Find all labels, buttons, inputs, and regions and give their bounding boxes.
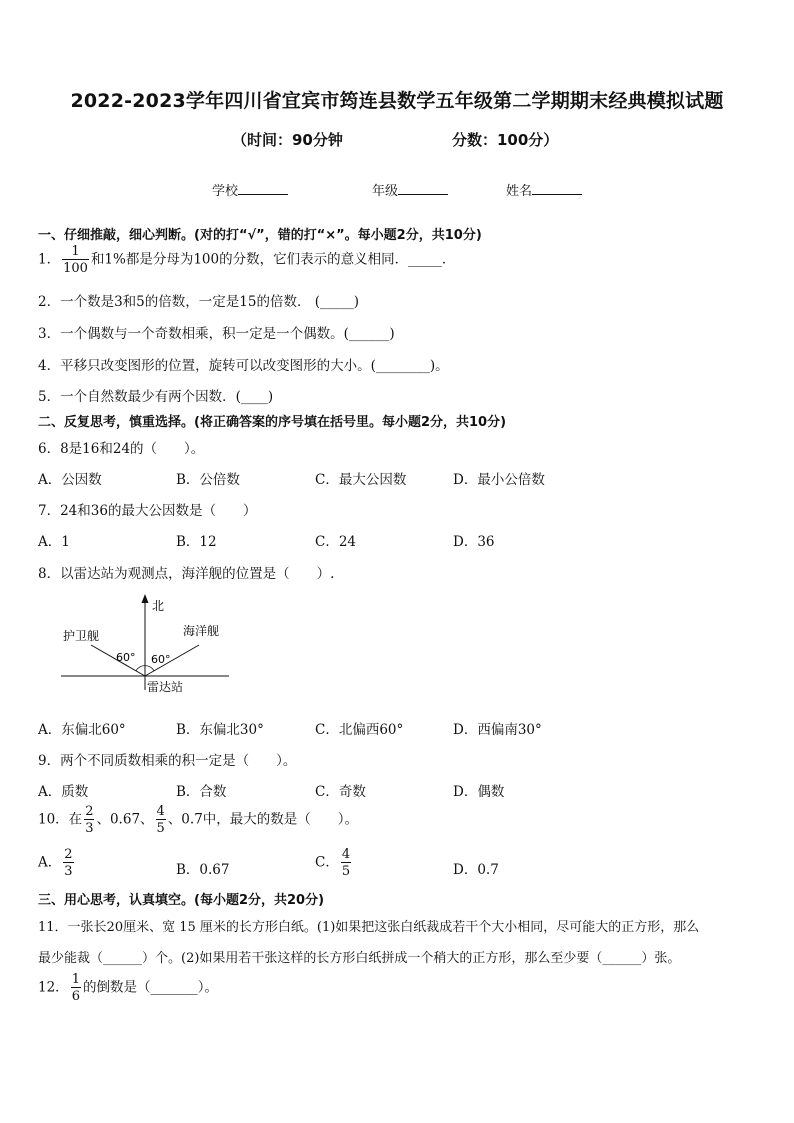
school-label: 学校 bbox=[212, 184, 239, 199]
section-2-heading: 二、反复思考，慎重选择。(将正确答案的序号填在括号里。每小题2分，共10分) bbox=[38, 415, 507, 430]
radar-station-label: 雷达站 bbox=[147, 680, 184, 694]
north-arrow-icon bbox=[142, 594, 149, 603]
question-6: 6．8是16和24的（ ）。 bbox=[38, 441, 205, 457]
question-3: 3．一个偶数与一个奇数相乘，积一定是一个偶数。(______) bbox=[38, 326, 395, 342]
q6-option-c[interactable]: C．最大公因数 bbox=[315, 472, 407, 488]
angle-left-label: 60° bbox=[116, 651, 136, 664]
q9-option-c[interactable]: C．奇数 bbox=[315, 784, 366, 800]
question-1-number: 1． bbox=[38, 251, 61, 268]
question-1 bbox=[38, 245, 455, 275]
q10-option-d[interactable]: D．0.7 bbox=[453, 862, 499, 878]
question-12-number: 12． bbox=[38, 979, 69, 996]
question-7: 7．24和36的最大公因数是（ ） bbox=[38, 503, 257, 519]
name-field bbox=[506, 180, 582, 199]
question-5: 5．一个自然数最少有两个因数．(____) bbox=[38, 389, 274, 405]
question-8: 8．以雷达站为观测点，海洋舰的位置是（ ）. bbox=[38, 566, 335, 582]
north-label: 北 bbox=[152, 599, 165, 613]
q6-option-a[interactable]: A．公因数 bbox=[38, 472, 102, 488]
fraction-4-5: $\frac{4}{5}$ bbox=[156, 804, 165, 836]
fraction-1-100: $\frac{1}{100}$ bbox=[63, 244, 88, 276]
question-12 bbox=[38, 973, 218, 1003]
school-blank[interactable] bbox=[238, 180, 288, 195]
question-4: 4．平移只改变图形的位置，旋转可以改变图形的大小。(________)。 bbox=[38, 358, 449, 374]
q7-option-c[interactable]: C．24 bbox=[315, 534, 357, 550]
q10-option-b[interactable]: B．0.67 bbox=[176, 862, 230, 878]
q7-option-b[interactable]: B．12 bbox=[176, 534, 217, 550]
q9-option-a[interactable]: A．质数 bbox=[38, 784, 89, 800]
question-9: 9．两个不同质数相乘的积一定是（ ）。 bbox=[38, 753, 297, 769]
fraction-2-3: $\frac{2}{3}$ bbox=[64, 847, 73, 879]
q10-option-a[interactable]: A． $\frac{2}{3}$ bbox=[38, 847, 73, 879]
grade-blank[interactable] bbox=[398, 180, 448, 195]
q9-option-d[interactable]: D．偶数 bbox=[453, 784, 505, 800]
question-12-text: 的倒数是（_______）。 bbox=[82, 979, 218, 996]
q8-option-c[interactable]: C．北偏西60° bbox=[315, 722, 404, 738]
grade-label: 年级 bbox=[372, 184, 399, 199]
q10-option-c[interactable]: C． $\frac{4}{5}$ bbox=[315, 847, 351, 879]
exam-score: 分数：100分） bbox=[452, 131, 559, 149]
fraction-1-6: $\frac{1}{6}$ bbox=[71, 972, 80, 1004]
question-10-suffix: 、0.7中，最大的数是（ ）。 bbox=[167, 811, 359, 828]
angle-right-label: 60° bbox=[151, 653, 171, 666]
q8-option-a[interactable]: A．东偏北60° bbox=[38, 722, 126, 738]
question-11-line-2: 最少能裁（______）个。(2)如果用若干张这样的长方形白纸拼成一个稍大的正方形，那么至少要（______）张。 bbox=[38, 951, 681, 966]
question-10-mid: 、0.67、 bbox=[96, 811, 154, 828]
exam-time: （时间：90分钟 bbox=[232, 131, 343, 149]
question-11-line-1: 11．一张长20厘米、宽 15 厘米的长方形白纸。(1)如果把这张白纸裁成若干个大小相同，尽可能大的正方形，那么 bbox=[38, 920, 700, 935]
question-1-text: 和1%都是分母为100的分数，它们表示的意义相同．_____． bbox=[90, 251, 456, 268]
fraction-2-3: $\frac{2}{3}$ bbox=[85, 804, 94, 836]
ocean-ship-label: 海洋舰 bbox=[183, 624, 220, 638]
question-2: 2．一个数是3和5的倍数，一定是15的倍数． (_____) bbox=[38, 294, 360, 310]
q6-option-d[interactable]: D．最小公倍数 bbox=[453, 472, 545, 488]
fraction-4-5: $\frac{4}{5}$ bbox=[341, 847, 351, 879]
question-10-prefix: 10．在 bbox=[38, 811, 83, 828]
radar-direction-diagram bbox=[55, 590, 235, 700]
q9-option-b[interactable]: B．合数 bbox=[176, 784, 227, 800]
question-10 bbox=[38, 805, 358, 835]
name-label: 姓名 bbox=[506, 184, 533, 199]
escort-ship-label: 护卫舰 bbox=[63, 629, 100, 643]
section-3-heading: 三、用心思考，认真填空。(每小题2分，共20分) bbox=[38, 893, 325, 908]
q7-option-a[interactable]: A．1 bbox=[38, 534, 70, 550]
q8-option-b[interactable]: B．东偏北30° bbox=[176, 722, 264, 738]
school-field bbox=[212, 180, 288, 199]
name-blank[interactable] bbox=[532, 180, 582, 195]
page-title: 2022-2023学年四川省宜宾市筠连县数学五年级第二学期期末经典模拟试题 bbox=[70, 90, 724, 112]
q8-option-d[interactable]: D．西偏南30° bbox=[453, 722, 542, 738]
q7-option-d[interactable]: D．36 bbox=[453, 534, 495, 550]
q6-option-b[interactable]: B．公倍数 bbox=[176, 472, 240, 488]
grade-field bbox=[372, 180, 448, 199]
section-1-heading: 一、仔细推敲，细心判断。(对的打“√”，错的打“×”。每小题2分，共10分) bbox=[38, 228, 482, 243]
